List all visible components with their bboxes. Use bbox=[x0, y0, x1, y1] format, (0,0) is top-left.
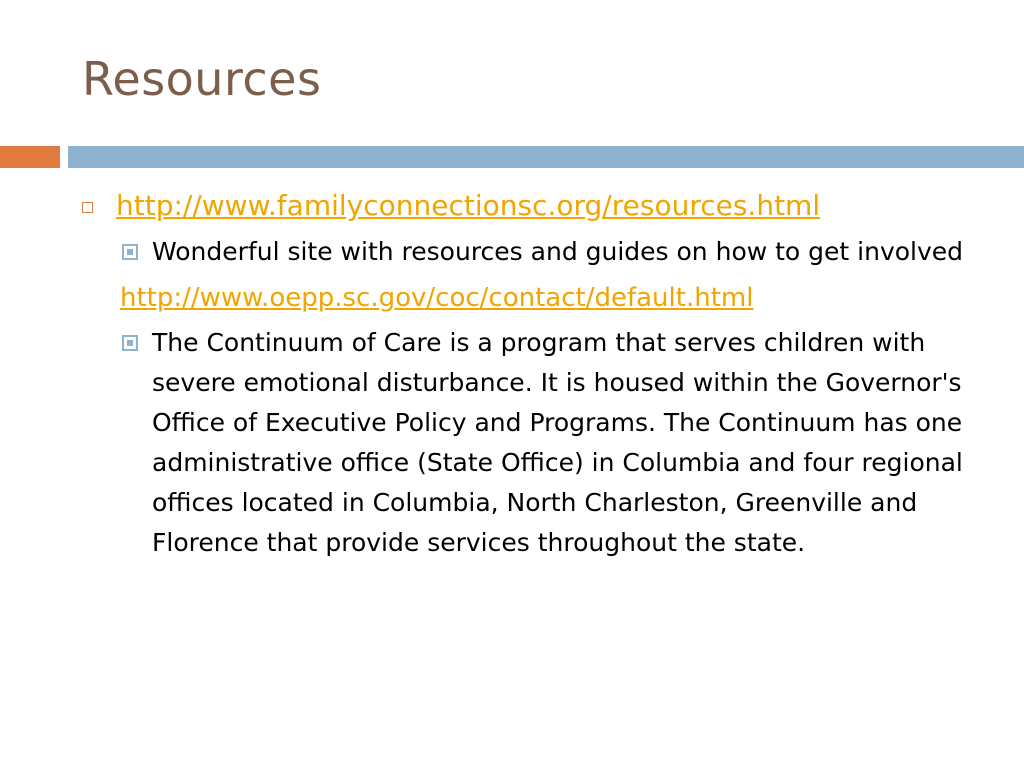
slide-title: Resources bbox=[82, 52, 322, 106]
sub-bullet-item-1 bbox=[82, 232, 982, 272]
bullet-item-1 bbox=[82, 186, 982, 227]
accent-bar-blue bbox=[68, 146, 1024, 168]
slide-content bbox=[82, 186, 982, 563]
bullet-item-2 bbox=[82, 278, 982, 318]
family-connection-description: Wonderful site with resources and guides on how to get involved bbox=[152, 237, 964, 266]
oepp-coc-link[interactable]: http://www.oepp.sc.gov/coc/contact/default.html bbox=[120, 283, 754, 313]
accent-bar-orange bbox=[0, 146, 60, 168]
family-connection-link[interactable]: http://www.familyconnectionsc.org/resources.html bbox=[116, 189, 821, 222]
sub-bullet-item-2 bbox=[82, 323, 982, 563]
hollow-square-bullet-icon bbox=[82, 202, 93, 213]
filled-square-bullet-icon bbox=[122, 244, 138, 260]
filled-square-bullet-icon bbox=[122, 335, 138, 351]
continuum-description: The Continuum of Care is a program that serves children with severe emotional disturbance. It is housed within the Governor's Office of Executive Policy and Programs. The Continuum has one administrative office (State Office) in Columbia and four regional offices located in Columbia, North Charleston, Greenville and Florence that provide services throughout the state. bbox=[152, 328, 963, 557]
